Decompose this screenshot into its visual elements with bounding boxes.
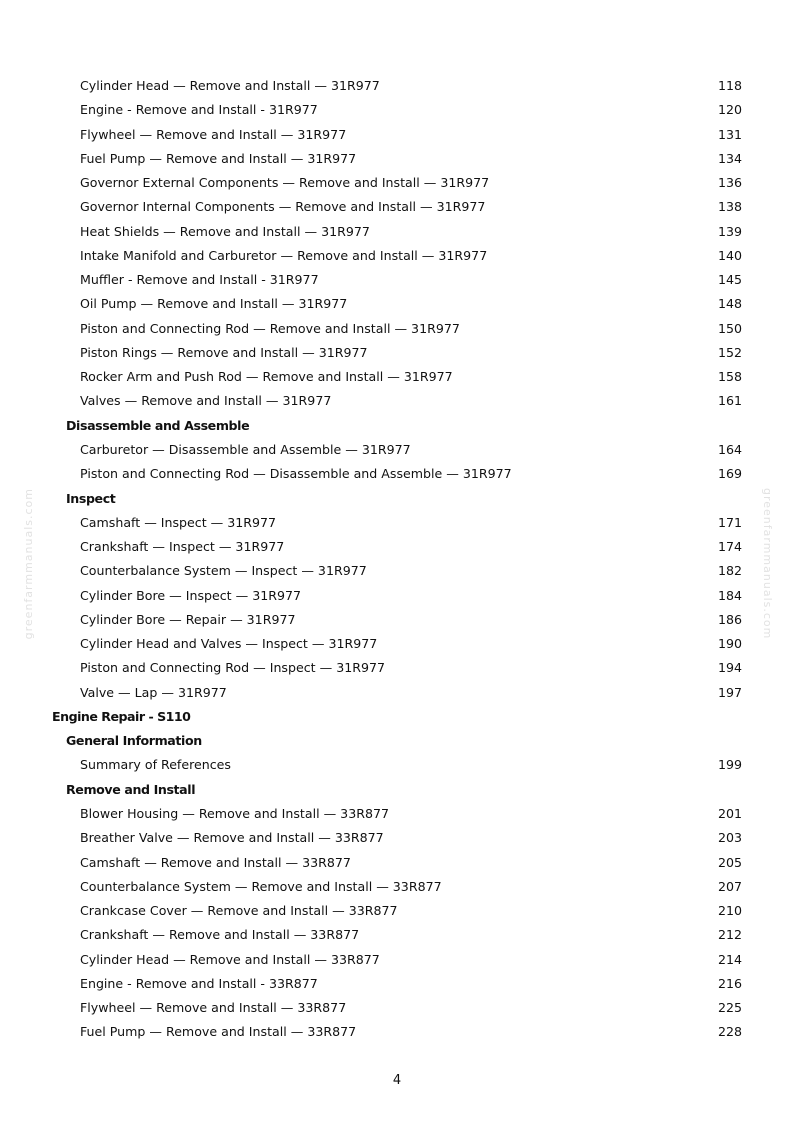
toc-entry[interactable] xyxy=(0,511,794,535)
toc-entry-page-number: 171 xyxy=(717,514,742,530)
toc-entry-title: Flywheel — Remove and Install — 31R977 xyxy=(80,126,347,142)
toc-entry[interactable] xyxy=(0,584,794,608)
toc-entry[interactable] xyxy=(0,74,794,98)
toc-entry-title: General Information xyxy=(66,733,202,749)
toc-entry-page-number: 138 xyxy=(717,199,742,215)
toc-entry-title: Rocker Arm and Push Rod — Remove and Install — 31R977 xyxy=(80,369,453,385)
toc-entry-page-number: 186 xyxy=(717,611,742,627)
toc-entry-page-number: 199 xyxy=(717,757,742,773)
toc-chapter-heading xyxy=(0,705,794,729)
toc-entry-title: Carburetor — Disassemble and Assemble — 31R977 xyxy=(80,441,411,457)
toc-entry-title: Disassemble and Assemble xyxy=(66,417,250,433)
toc-entry-page-number: 150 xyxy=(717,320,742,336)
toc-entry-title: Valve — Lap — 31R977 xyxy=(80,684,227,700)
toc-entry-page-number: 197 xyxy=(717,684,742,700)
toc-entry-title: Muffler - Remove and Install - 31R977 xyxy=(80,272,319,288)
toc-entry-page-number: 184 xyxy=(717,587,742,603)
toc-entry[interactable] xyxy=(0,292,794,316)
toc-entry[interactable] xyxy=(0,147,794,171)
toc-section-heading xyxy=(0,487,794,511)
toc-entry[interactable] xyxy=(0,656,794,680)
toc-entry-title: Remove and Install xyxy=(66,781,196,797)
toc-entry[interactable] xyxy=(0,559,794,583)
toc-entry-page-number: 148 xyxy=(717,296,742,312)
toc-entry-title: Cylinder Head and Valves — Inspect — 31R977 xyxy=(80,636,378,652)
toc-entry[interactable] xyxy=(0,996,794,1020)
toc-entry-page-number: 194 xyxy=(717,660,742,676)
toc-entry[interactable] xyxy=(0,244,794,268)
page-number: 4 xyxy=(392,1073,402,1088)
toc-entry[interactable] xyxy=(0,608,794,632)
toc-entry-page-number: 214 xyxy=(717,951,742,967)
table-of-contents xyxy=(0,74,794,1045)
toc-entry-page-number: 134 xyxy=(717,150,742,166)
toc-entry[interactable] xyxy=(0,632,794,656)
toc-entry-title: Engine - Remove and Install - 33R877 xyxy=(80,975,318,991)
toc-entry[interactable] xyxy=(0,389,794,413)
toc-entry-title: Camshaft — Remove and Install — 33R877 xyxy=(80,854,351,870)
toc-entry-page-number: 164 xyxy=(717,441,742,457)
toc-entry-title: Breather Valve — Remove and Install — 33R877 xyxy=(80,830,384,846)
toc-entry[interactable] xyxy=(0,98,794,122)
toc-entry-page-number: 190 xyxy=(717,636,742,652)
toc-entry-title: Crankshaft — Remove and Install — 33R877 xyxy=(80,927,360,943)
toc-entry[interactable] xyxy=(0,462,794,486)
toc-entry-page-number: 136 xyxy=(717,175,742,191)
toc-entry-page-number: 169 xyxy=(717,466,742,482)
toc-entry-title: Oil Pump — Remove and Install — 31R977 xyxy=(80,296,348,312)
toc-entry[interactable] xyxy=(0,365,794,389)
toc-entry-page-number: 207 xyxy=(717,878,742,894)
toc-entry-title: Fuel Pump — Remove and Install — 33R877 xyxy=(80,1024,357,1040)
toc-entry[interactable] xyxy=(0,438,794,462)
toc-entry-title: Counterbalance System — Remove and Install — 33R877 xyxy=(80,878,442,894)
toc-entry-title: Intake Manifold and Carburetor — Remove and Install — 31R977 xyxy=(80,247,488,263)
toc-entry-title: Piston and Connecting Rod — Inspect — 31R977 xyxy=(80,660,386,676)
toc-entry-title: Summary of References xyxy=(80,757,231,773)
toc-entry-title: Crankshaft — Inspect — 31R977 xyxy=(80,539,285,555)
toc-entry-title: Blower Housing — Remove and Install — 33R877 xyxy=(80,805,389,821)
toc-entry-page-number: 131 xyxy=(717,126,742,142)
toc-entry-title: Engine - Remove and Install - 31R977 xyxy=(80,102,318,118)
toc-entry-title: Inspect xyxy=(66,490,116,506)
toc-entry[interactable] xyxy=(0,851,794,875)
toc-entry-title: Cylinder Bore — Inspect — 31R977 xyxy=(80,587,302,603)
toc-entry-page-number: 152 xyxy=(717,344,742,360)
toc-entry-page-number: 140 xyxy=(717,247,742,263)
toc-entry-page-number: 203 xyxy=(717,830,742,846)
toc-entry[interactable] xyxy=(0,802,794,826)
toc-entry[interactable] xyxy=(0,195,794,219)
toc-entry-page-number: 118 xyxy=(717,78,742,93)
toc-entry[interactable] xyxy=(0,535,794,559)
toc-entry-title: Camshaft — Inspect — 31R977 xyxy=(80,514,277,530)
toc-entry-title: Cylinder Bore — Repair — 31R977 xyxy=(80,611,296,627)
toc-entry[interactable] xyxy=(0,220,794,244)
toc-entry-page-number: 161 xyxy=(717,393,742,409)
toc-entry-title: Heat Shields — Remove and Install — 31R977 xyxy=(80,223,370,239)
toc-entry-page-number: 210 xyxy=(717,903,742,919)
toc-entry-title: Governor Internal Components — Remove and Install — 31R977 xyxy=(80,199,486,215)
toc-entry-title: Governor External Components — Remove and Install — 31R977 xyxy=(80,175,490,191)
toc-entry-page-number: 201 xyxy=(717,805,742,821)
toc-entry[interactable] xyxy=(0,826,794,850)
toc-entry[interactable] xyxy=(0,899,794,923)
toc-entry-page-number: 145 xyxy=(717,272,742,288)
watermark-right: greenfarmmanuals.com xyxy=(761,488,774,640)
toc-entry[interactable] xyxy=(0,681,794,705)
toc-entry-title: Piston Rings — Remove and Install — 31R977 xyxy=(80,344,368,360)
toc-entry[interactable] xyxy=(0,171,794,195)
toc-entry-title: Crankcase Cover — Remove and Install — 33R877 xyxy=(80,903,398,919)
toc-entry-page-number: 139 xyxy=(717,223,742,239)
toc-section-heading xyxy=(0,729,794,753)
toc-section-heading xyxy=(0,778,794,802)
toc-entry-page-number: 225 xyxy=(717,1000,742,1016)
toc-entry-page-number: 216 xyxy=(717,975,742,991)
toc-entry-title: Engine Repair - S110 xyxy=(52,708,191,724)
toc-entry-page-number: 158 xyxy=(717,369,742,385)
toc-entry-page-number: 212 xyxy=(717,927,742,943)
toc-entry[interactable] xyxy=(0,948,794,972)
watermark-left: greenfarmmanuals.com xyxy=(22,488,35,640)
toc-entry[interactable] xyxy=(0,972,794,996)
toc-entry-title: Fuel Pump — Remove and Install — 31R977 xyxy=(80,150,357,166)
toc-entry[interactable] xyxy=(0,753,794,777)
toc-entry[interactable] xyxy=(0,923,794,947)
toc-entry-page-number: 228 xyxy=(717,1024,742,1040)
toc-entry-page-number: 120 xyxy=(717,102,742,118)
toc-entry-title: Piston and Connecting Rod — Disassemble and Assemble — 31R977 xyxy=(80,466,512,482)
toc-entry-title: Piston and Connecting Rod — Remove and Install — 31R977 xyxy=(80,320,460,336)
toc-entry[interactable] xyxy=(0,123,794,147)
toc-entry[interactable] xyxy=(0,341,794,365)
toc-entry-title: Flywheel — Remove and Install — 33R877 xyxy=(80,1000,347,1016)
toc-entry-title: Valves — Remove and Install — 31R977 xyxy=(80,393,332,409)
toc-entry[interactable] xyxy=(0,317,794,341)
toc-entry-title: Cylinder Head — Remove and Install — 33R877 xyxy=(80,951,380,967)
toc-entry-page-number: 182 xyxy=(717,563,742,579)
toc-entry[interactable] xyxy=(0,875,794,899)
toc-entry-title: Counterbalance System — Inspect — 31R977 xyxy=(80,563,367,579)
toc-entry[interactable] xyxy=(0,268,794,292)
toc-entry[interactable] xyxy=(0,1020,794,1044)
toc-section-heading xyxy=(0,414,794,438)
toc-entry-page-number: 174 xyxy=(717,539,742,555)
toc-entry-title: Cylinder Head — Remove and Install — 31R977 xyxy=(80,78,380,93)
toc-entry-page-number: 205 xyxy=(717,854,742,870)
